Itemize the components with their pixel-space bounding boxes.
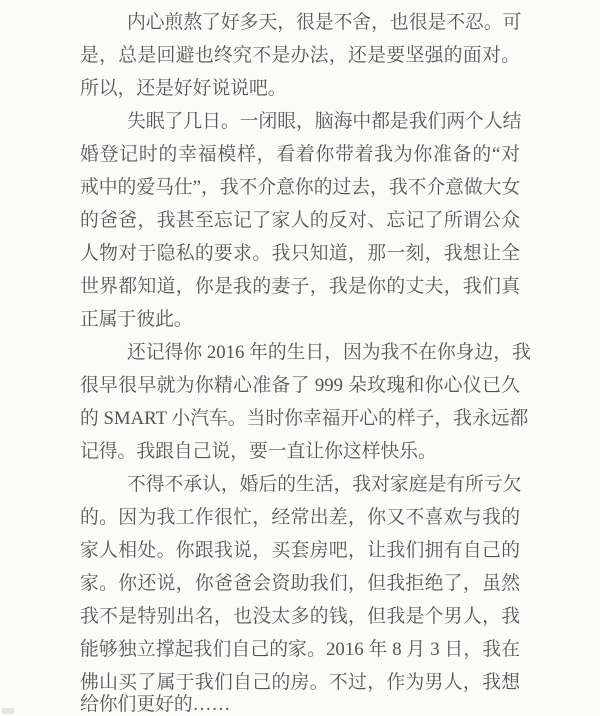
text-line: 能够独立撑起我们自己的家。2016 年 8 月 3 日，我在 [80,639,520,660]
paragraph-3 [80,336,531,468]
text-line: 所以，还是好好说说吧。 [80,78,287,99]
text-line: 的。因为我工作很忙，经常出差，你又不喜欢与我的 [80,507,520,528]
paragraph-2 [80,105,520,336]
text-line: 家人相处。你跟我说，买套房吧，让我们拥有自己的 [80,540,520,561]
text-line: 我不是特别出名，也没太多的钱，但我是个男人，我 [80,606,520,627]
bottom-edge-smudge [2,708,14,714]
text-line: 记得。我跟自己说，要一直让你这样快乐。 [80,441,437,462]
text-line: 戒中的爱马仕”，我不介意你的过去，我不介意做大女 [80,177,521,198]
text-line: 佛山买了属于我们自己的房。不过，作为男人，我想 [80,672,520,693]
text-line: 失眠了几日。一闭眼，脑海中都是我们两个人结 [127,111,522,132]
text-line: 婚登记时的幸福模样，看着你带着我为你准备的“对 [80,144,520,165]
text-line: 正属于彼此。 [80,309,193,330]
text-line: 人物对于隐私的要求。我只知道，那一刻，我想让全 [80,243,520,264]
paragraph-4 [80,468,520,716]
text-line: 不得不承认，婚后的生活，我对家庭是有所亏欠 [127,474,522,495]
text-line: 家。你还说，你爸爸会资助我们，但我拒绝了，虽然 [80,573,520,594]
text-line: 很早很早就为你精心准备了 999 朵玫瑰和你心仪已久 [80,375,520,396]
text-line: 还记得你 2016 年的生日，因为我不在你身边，我 [127,342,531,363]
text-line: 的爸爸，我甚至忘记了家人的反对、忘记了所谓公众 [80,210,520,231]
text-line: 是，总是回避也终究不是办法，还是要坚强的面对。 [80,45,520,66]
text-line: 给你们更好的…… [80,694,231,715]
text-line: 内心煎熬了好多天，很是不舍，也很是不忍。可 [127,12,522,33]
text-line: 的 SMART 小汽车。当时你幸福开心的样子，我永远都 [80,408,529,429]
paragraph-1 [80,6,520,105]
text-line: 世界都知道，你是我的妻子，我是你的丈夫，我们真 [80,276,520,297]
